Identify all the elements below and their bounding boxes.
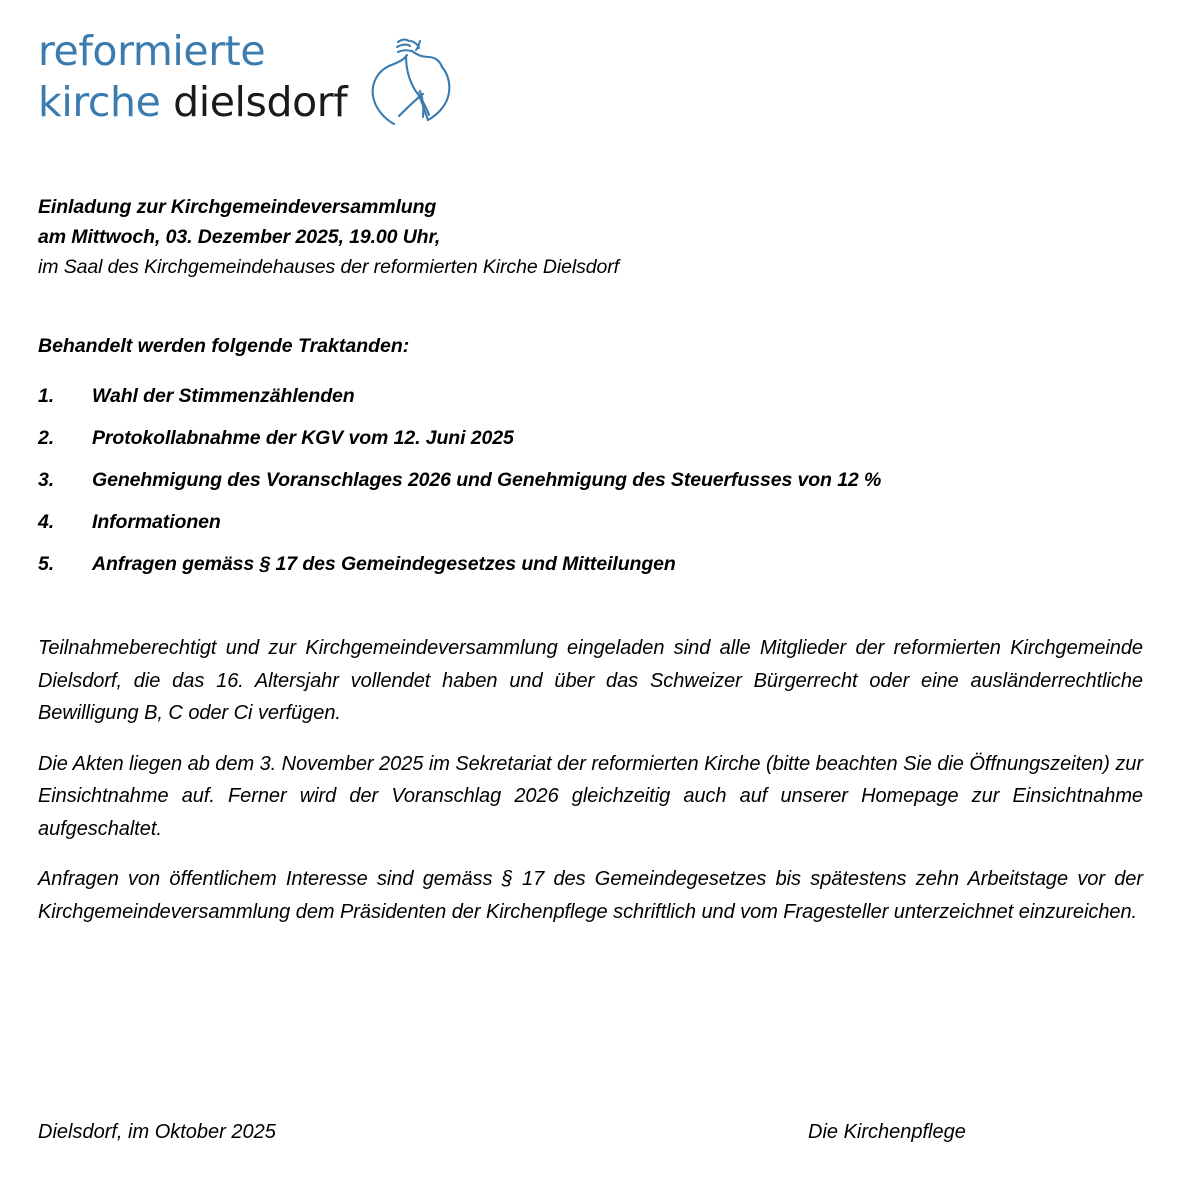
- agenda-item-label: Informationen: [92, 511, 221, 533]
- paragraph-eligibility: Teilnahmeberechtigt und zur Kirchgemeindeversammlung eingeladen sind alle Mitglieder der reformierten Kirchgemeinde Dielsdorf, die das 16. Altersjahr vollendet haben und über das Schweizer Bürgerrecht oder eine ausländerrechtliche Bewilligung B, C oder Ci verfügen.: [38, 637, 1143, 724]
- heading-line-datetime: am Mittwoch, 03. Dezember 2025, 19.00 Uhr,: [38, 226, 441, 248]
- body-text: [38, 632, 1143, 928]
- logo-word-dielsdorf: dielsdorf: [173, 78, 348, 126]
- footer-place-date: Dielsdorf, im Oktober 2025: [38, 1121, 276, 1143]
- logo-line-kirche-dielsdorf: [38, 77, 347, 128]
- agenda-item-number: 5.: [38, 553, 55, 575]
- list-item: [38, 383, 1143, 425]
- footer-signatory: Die Kirchenpflege: [808, 1121, 966, 1143]
- agenda-item-label: Protokollabnahme der KGV vom 12. Juni 2025: [92, 427, 514, 449]
- list-item: [38, 551, 1143, 593]
- heading-line-venue: im Saal des Kirchgemeindehauses der reformierten Kirche Dielsdorf: [38, 256, 619, 278]
- list-item: [38, 467, 1143, 509]
- list-item: [38, 425, 1143, 467]
- paragraph-documents: Die Akten liegen ab dem 3. November 2025 im Sekretariat der reformierten Kirche (bitte beachten Sie die Öffnungszeiten) zur Einsichtnahme auf. Ferner wird der Voranschlag 2026 gleichzeitig auch auf unserer Homepage zur Einsichtnahme aufgeschaltet.: [38, 752, 1143, 840]
- agenda-item-label: Wahl der Stimmenzählenden: [92, 385, 355, 407]
- list-item: [38, 509, 1143, 551]
- agenda-item-number: 4.: [38, 511, 55, 533]
- agenda-title: Behandelt werden folgende Traktanden:: [38, 335, 410, 357]
- agenda-item-label: Genehmigung des Voranschlages 2026 und Genehmigung des Steuerfusses von 12 %: [92, 469, 882, 491]
- logo-word-kirche: kirche: [38, 78, 174, 126]
- invitation-heading: [38, 192, 1143, 282]
- agenda-list: [38, 383, 1143, 593]
- logo-line-reformierte: reformierte: [38, 27, 266, 75]
- agenda-item-number: 1.: [38, 385, 55, 407]
- agenda-item-number: 3.: [38, 469, 55, 491]
- organisation-logo: [38, 26, 461, 140]
- agenda-item-number: 2.: [38, 427, 55, 449]
- heading-line-title: Einladung zur Kirchgemeindeversammlung: [38, 196, 437, 218]
- dove-bird-icon: [365, 28, 461, 140]
- paragraph-questions: Anfragen von öffentlichem Interesse sind gemäss § 17 des Gemeindegesetzes bis spätestens zehn Arbeitstage vor der Kirchgemeindeversammlung dem Präsidenten der Kirchenpflege schriftlich und vom Fragesteller unterzeichnet einzureichen.: [38, 868, 1143, 923]
- logo-wordmark: [38, 26, 347, 128]
- document-footer: [38, 1118, 1143, 1146]
- agenda-item-label: Anfragen gemäss § 17 des Gemeindegesetzes und Mitteilungen: [92, 553, 676, 575]
